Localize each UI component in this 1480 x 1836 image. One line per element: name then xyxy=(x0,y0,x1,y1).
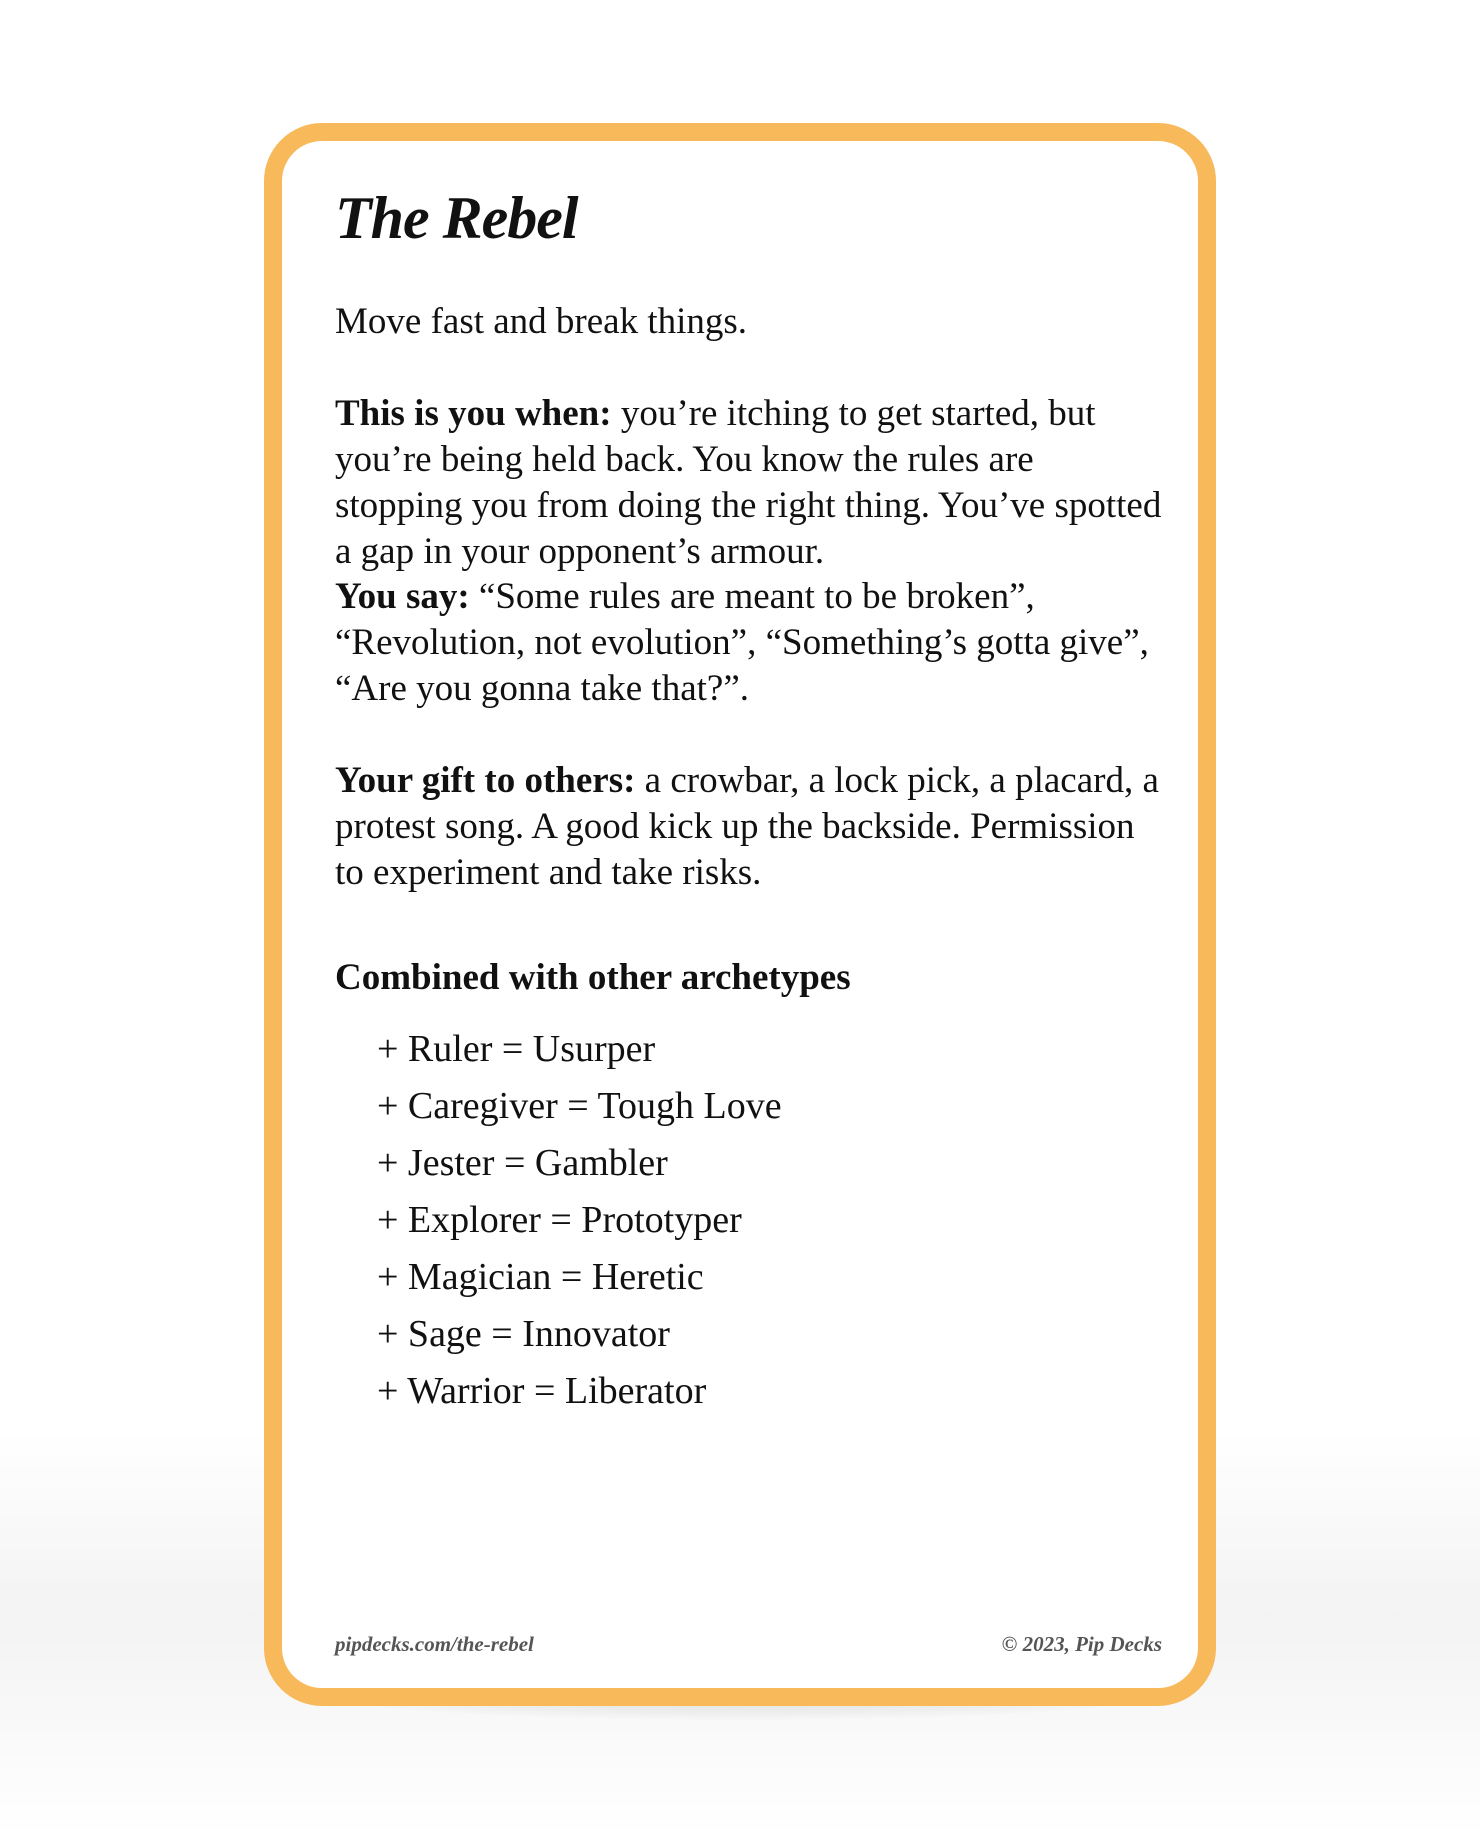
combinations-list xyxy=(377,1021,782,1420)
combination-item: + Sage = Innovator xyxy=(377,1313,670,1355)
you-say-paragraph xyxy=(335,574,1162,712)
card-content xyxy=(335,141,1162,1688)
tagline: Move fast and break things. xyxy=(335,301,748,342)
combination-item: + Caregiver = Tough Love xyxy=(377,1085,782,1127)
this-is-you-when-paragraph xyxy=(335,391,1162,575)
combined-archetypes-heading: Combined with other archetypes xyxy=(335,957,851,998)
footer-copyright: © 2023, Pip Decks xyxy=(1001,1632,1162,1656)
you-say-text: “Some rules are meant to be broken”, “Revolution, not evolution”, “Something’s gotta give”, “Are you gonna take that?”. xyxy=(335,576,1149,709)
combination-item: + Jester = Gambler xyxy=(377,1142,668,1184)
archetype-card xyxy=(264,123,1216,1706)
gift-paragraph xyxy=(335,758,1162,896)
card-title: The Rebel xyxy=(335,185,578,251)
combination-item: + Ruler = Usurper xyxy=(377,1028,656,1070)
this-is-you-when-text: you’re itching to get started, but you’re being held back. You know the rules are stopping you from doing the right thing. You’ve spotted a gap in your opponent’s armour. xyxy=(335,393,1162,572)
footer-url: pipdecks.com/the-rebel xyxy=(335,1632,534,1656)
combination-item: + Explorer = Prototyper xyxy=(377,1199,742,1241)
combination-item: + Warrior = Liberator xyxy=(377,1370,707,1412)
combination-item: + Magician = Heretic xyxy=(377,1256,704,1298)
gift-label: Your gift to others: xyxy=(335,760,636,801)
gift-text: a crowbar, a lock pick, a placard, a protest song. A good kick up the backside. Permission to experiment and take risks. xyxy=(335,760,1159,893)
you-say-label: You say: xyxy=(335,576,470,617)
this-is-you-when-label: This is you when: xyxy=(335,393,612,434)
